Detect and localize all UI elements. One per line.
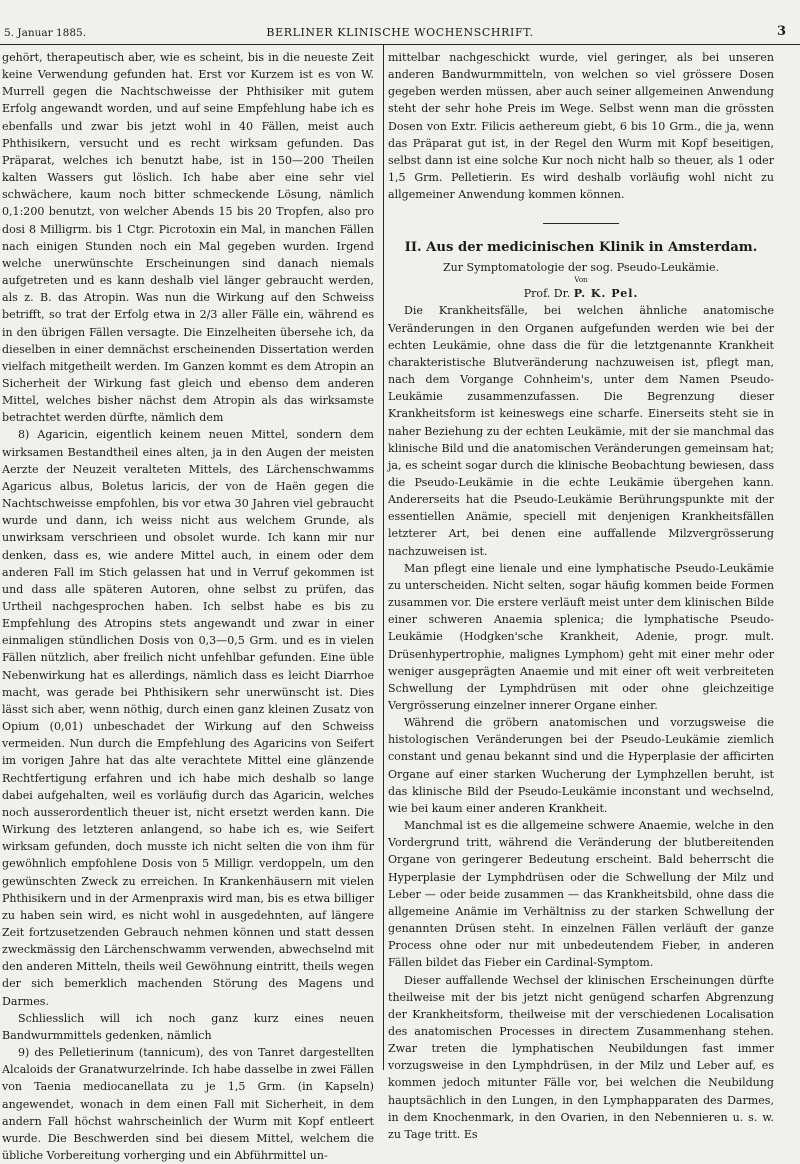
author-name: P. K. Pel.	[573, 287, 639, 301]
article-end-rule	[543, 223, 619, 224]
right-paragraph-5: Dieser auffallende Wechsel der klinischen Erscheinungen dürfte theilweise mit der bis jetzt nicht genügend scharfen Abgrenzung der Krankheitsform, theilweise mit der verschiedenen Localisation des anatomischen Processes in directem Zusammenhang stehen. Zwar treten die lymphatischen Neubildungen fast immer vorzugsweise in den Lymphdrüsen, in der Milz und Leber auf, es kommen jedoch mitunter Fälle vor, bei welchen die Neubildung hauptsächlich in den Lungen, in den Lymphapparaten des Darmes, in dem Knochenmark, in den Ovarien, in den Nebennieren u. s. w. zu Tage tritt. Es	[388, 973, 774, 1141]
header-rule	[0, 44, 800, 45]
right-paragraph-1: Die Krankheitsfälle, bei welchen ähnliche anatomische Veränderungen in den Organen aufgefunden werden wie bei der echten Leukämie, ohne dass die für die letztgenannte Krankheit charakteristische Blutveränderung nachzuweisen ist, pflegt man, nach dem Vorgange Cohnheim's, unter dem Namen Pseudo-Leukämie zusammenzufassen. Die Begrenzung dieser Krankheitsform ist keineswegs eine scharfe. Einerseits steht sie in naher Beziehung zu der echten Leukämie, mit der sie manchmal das klinische Bild und die anatomischen Veränderungen gemeinsam hat; ja, es scheint sogar durch die klinische Beobachtung bewiesen, dass die Pseudo-Leukämie in die echte Leukämie übergehen kann. Andererseits hat die Pseudo-Leukämie Berührungspunkte mit der essentiellen Anämie, speciell mit denjenigen Krankheitsfällen letzterer Art, bei denen eine auffallende Milzvergrösserung nachzuweisen ist.	[388, 304, 774, 558]
right-column	[388, 49, 774, 1143]
page-header	[0, 24, 800, 46]
left-paragraph-1: gehört, therapeutisch aber, wie es scheint, bis in die neueste Zeit keine Verwendung gefunden hat. Erst vor Kurzem ist es von W. Murrell gegen die Nachtschweisse der Phthisiker mit gutem Erfolg angewandt worden, und auf seine Empfehlung habe ich es ebenfalls und zwar bis jetzt wohl in 40 Fällen, meist auch Phthisikern, versucht und es recht wirksam gefunden. Das Präparat, welches ich benutzt habe, ist in 150—200 Theilen kalten Wassers gut löslich. Ich habe aber eine sehr viel schwächere, kaum noch bitter schmeckende Lösung, nämlich 0,1:200 benutzt, von welcher Abends 15 bis 20 Tropfen, also pro dosi 8 Milligrm. bis 1 Ctgr. Picrotoxin ein Mal, in manchen Fällen nach einigen Stunden noch ein Mal gegeben wurden. Irgend welche unerwünschte Erscheinungen sind danach niemals aufgetreten und es kann deshalb viel länger gebraucht werden, als z. B. das Atropin. Was nun die Wirkung auf den Schweiss betrifft, so trat der Erfolg etwa in 2/3 aller Fälle ein, während es in den übrigen Fällen versagte. Die Einzelheiten übersehe ich, da dieselben in einer demnächst erscheinenden Dissertation werden vielfach mitgetheilt werden. Im Ganzen kommt es dem Atropin an Sicherheit der Wirkung fast gleich und ebenso dem anderen Mittel, welches bisher nächst dem Atropin als das wirksamste betrachtet werden dürfte, nämlich dem	[2, 51, 374, 425]
author-prefix: Prof. Dr.	[523, 287, 571, 301]
section-von: Von	[574, 276, 588, 285]
section-author	[388, 285, 774, 302]
issue-date: 5. Januar 1885.	[4, 27, 87, 39]
page-number: 3	[776, 24, 786, 39]
journal-title: BERLINER KLINISCHE WOCHENSCHRIFT.	[266, 26, 534, 39]
section-subtitle: Zur Symptomatologie der sog. Pseudo-Leukämie.	[442, 261, 720, 275]
right-paragraph-3: Während die gröbern anatomischen und vorzugsweise die histologischen Veränderungen bei der Pseudo-Leukämie ziemlich constant und genau bekannt sind und die Hyperplasie der afficirten Organe auf einer starken Wucherung der Lymphzellen beruht, ist das klinische Bild der Pseudo-Leukämie inconstant und wechselnd, wie bei kaum einer anderen Krankheit.	[388, 716, 774, 815]
left-paragraph-4: 9) des Pelletierinum (tannicum), des von Tanret dargestellten Alcaloids der Granatwurzelrinde. Ich habe dasselbe in zwei Fällen von Taenia mediocanellata zu je 1,5 Grm. (in Kapseln) angewendet, wonach in dem einen Fall mit Sicherheit, in dem andern Fall höchst wahrscheinlich der Wurm mit Kopf entleert wurde. Die Beschwerden sind bei diesem Mittel, welchem die übliche Vorbereitung vorherging und ein Abführmittel un-	[2, 1046, 374, 1162]
left-paragraph-2: 8) Agaricin, eigentlich keinem neuen Mittel, sondern dem wirksamen Bestandtheil eines alten, ja in den Augen der meisten Aerzte der Neuzeit veralteten Mittels, des Lärchenschwamms Agaricus albus, Boletus laricis, der von de Haën gegen die Nachtschweisse empfohlen, bis vor etwa 30 Jahren viel gebraucht wurde und dann, ich weiss nicht aus welchem Grunde, als unwirksam verschrieen und obsolet wurde. Ich kann mir nur denken, dass es, wie andere Mittel auch, in einem oder dem anderen Fall im Stich gelassen hat und in Verruf gekommen ist und dass alle späteren Autoren, ohne selbst zu prüfen, das Urtheil nachgesprochen haben. Ich selbst habe es bis zu Empfehlung des Atropins stets angewandt und zwar in einer einmaligen stündlichen Dosis von 0,3—0,5 Grm. und es in vielen Fällen nützlich, aber freilich nicht unfehlbar gefunden. Eine üble Nebenwirkung hat es allerdings, nämlich dass es leicht Diarrhoe macht, was gerade bei Phthisikern sehr unerwünscht ist. Dies lässt sich aber, wenn nöthig, durch einen ganz kleinen Zusatz von Opium (0,01) unbeschadet der Wirkung auf den Schweiss vermeiden. Nun durch die Empfehlung des Agaricins von Seifert im vorigen Jahre hat das alte verachtete Mittel eine glänzende Rechtfertigung erfahren und ich habe mich deshalb so lange dabei aufgehalten, weil es vorläufig durch das Agaricin, welches noch ausserordentlich theuer ist, nicht ersetzt werden kann. Die Wirkung des letzteren anlangend, so habe ich es, wie Seifert wirksam gefunden, doch musste ich nicht selten die von ihm für gewöhnlich empfohlene Dosis von 5 Milligr. verdoppeln, um den gewünschten Zweck zu erreichen. In Krankenhäusern mit vielen Phthisikern und in der Armenpraxis wird man, bis es etwa billiger zu haben sein wird, es nicht wohl in ausgedehnten, auf längere Zeit fortzusetzenden Gebrauch nehmen können und statt dessen zweckmässig den Lärchenschwamm verwenden, abwechselnd mit den anderen Mitteln, theils weil Gewöhnung eintritt, theils wegen der sich bemerklich machenden Störung des Magens und Darmes.	[2, 428, 374, 1008]
section-title: II. Aus der medicinischen Klinik in Amsterdam.	[404, 240, 758, 256]
left-paragraph-3: Schliesslich will ich noch ganz kurz eines neuen Bandwurmmittels gedenken, nämlich	[2, 1011, 374, 1042]
right-paragraph-2: Man pflegt eine lienale und eine lymphatische Pseudo-Leukämie zu unterscheiden. Nicht selten, sogar häufig kommen beide Formen zusammen vor. Die erstere verläuft meist unter dem klinischen Bilde einer schweren Anaemia splenica; die lymphatische Pseudo-Leukämie (Hodgken'sche Krankheit, Adenie, progr. mult. Drüsenhypertrophie, malignes Lymphom) geht mit einer mehr oder weniger ausgeprägten Anaemie und mit einer oft weit verbreiteten Schwellung der Lymphdrüsen mit oder ohne gleichzeitige Vergrösserung einzelner innerer Organe einher.	[388, 561, 774, 712]
right-paragraph-4: Manchmal ist es die allgemeine schwere Anaemie, welche in den Vordergrund tritt, während die Veränderung der blutbereitenden Organe von geringerer Bedeutung erscheint. Bald beherrscht die Hyperplasie der Lymphdrüsen oder die Schwellung der Milz und Leber — oder beide zusammen — das Krankheitsbild, ohne dass die allgemeine Anämie im Verhältniss zu der starken Schwellung der genannten Drüsen steht. In einzelnen Fällen verläuft der ganze Process ohne oder nur mit unbedeutendem Fieber, in anderen Fällen bildet das Fieber ein Cardinal-Symptom.	[388, 819, 774, 970]
column-separator	[383, 44, 384, 1070]
right-continuation: mittelbar nachgeschickt wurde, viel geringer, als bei unseren anderen Bandwurmmitteln, von welchen so viel grössere Dosen gegeben werden müssen, aber auch seiner allgemeinen Anwendung steht der sehr hohe Preis im Wege. Selbst wenn man die grössten Dosen von Extr. Filicis aethereum giebt, 6 bis 10 Grm., die ja, wenn das Präparat gut ist, in der Regel den Wurm mit Kopf beseitigen, selbst dann ist eine solche Kur noch nicht halb so theuer, als 1 oder 1,5 Grm. Pelletierin. Es wird deshalb vorläufig wohl nicht zu allgemeiner Anwendung kommen können.	[388, 51, 774, 202]
left-column	[2, 49, 374, 1164]
